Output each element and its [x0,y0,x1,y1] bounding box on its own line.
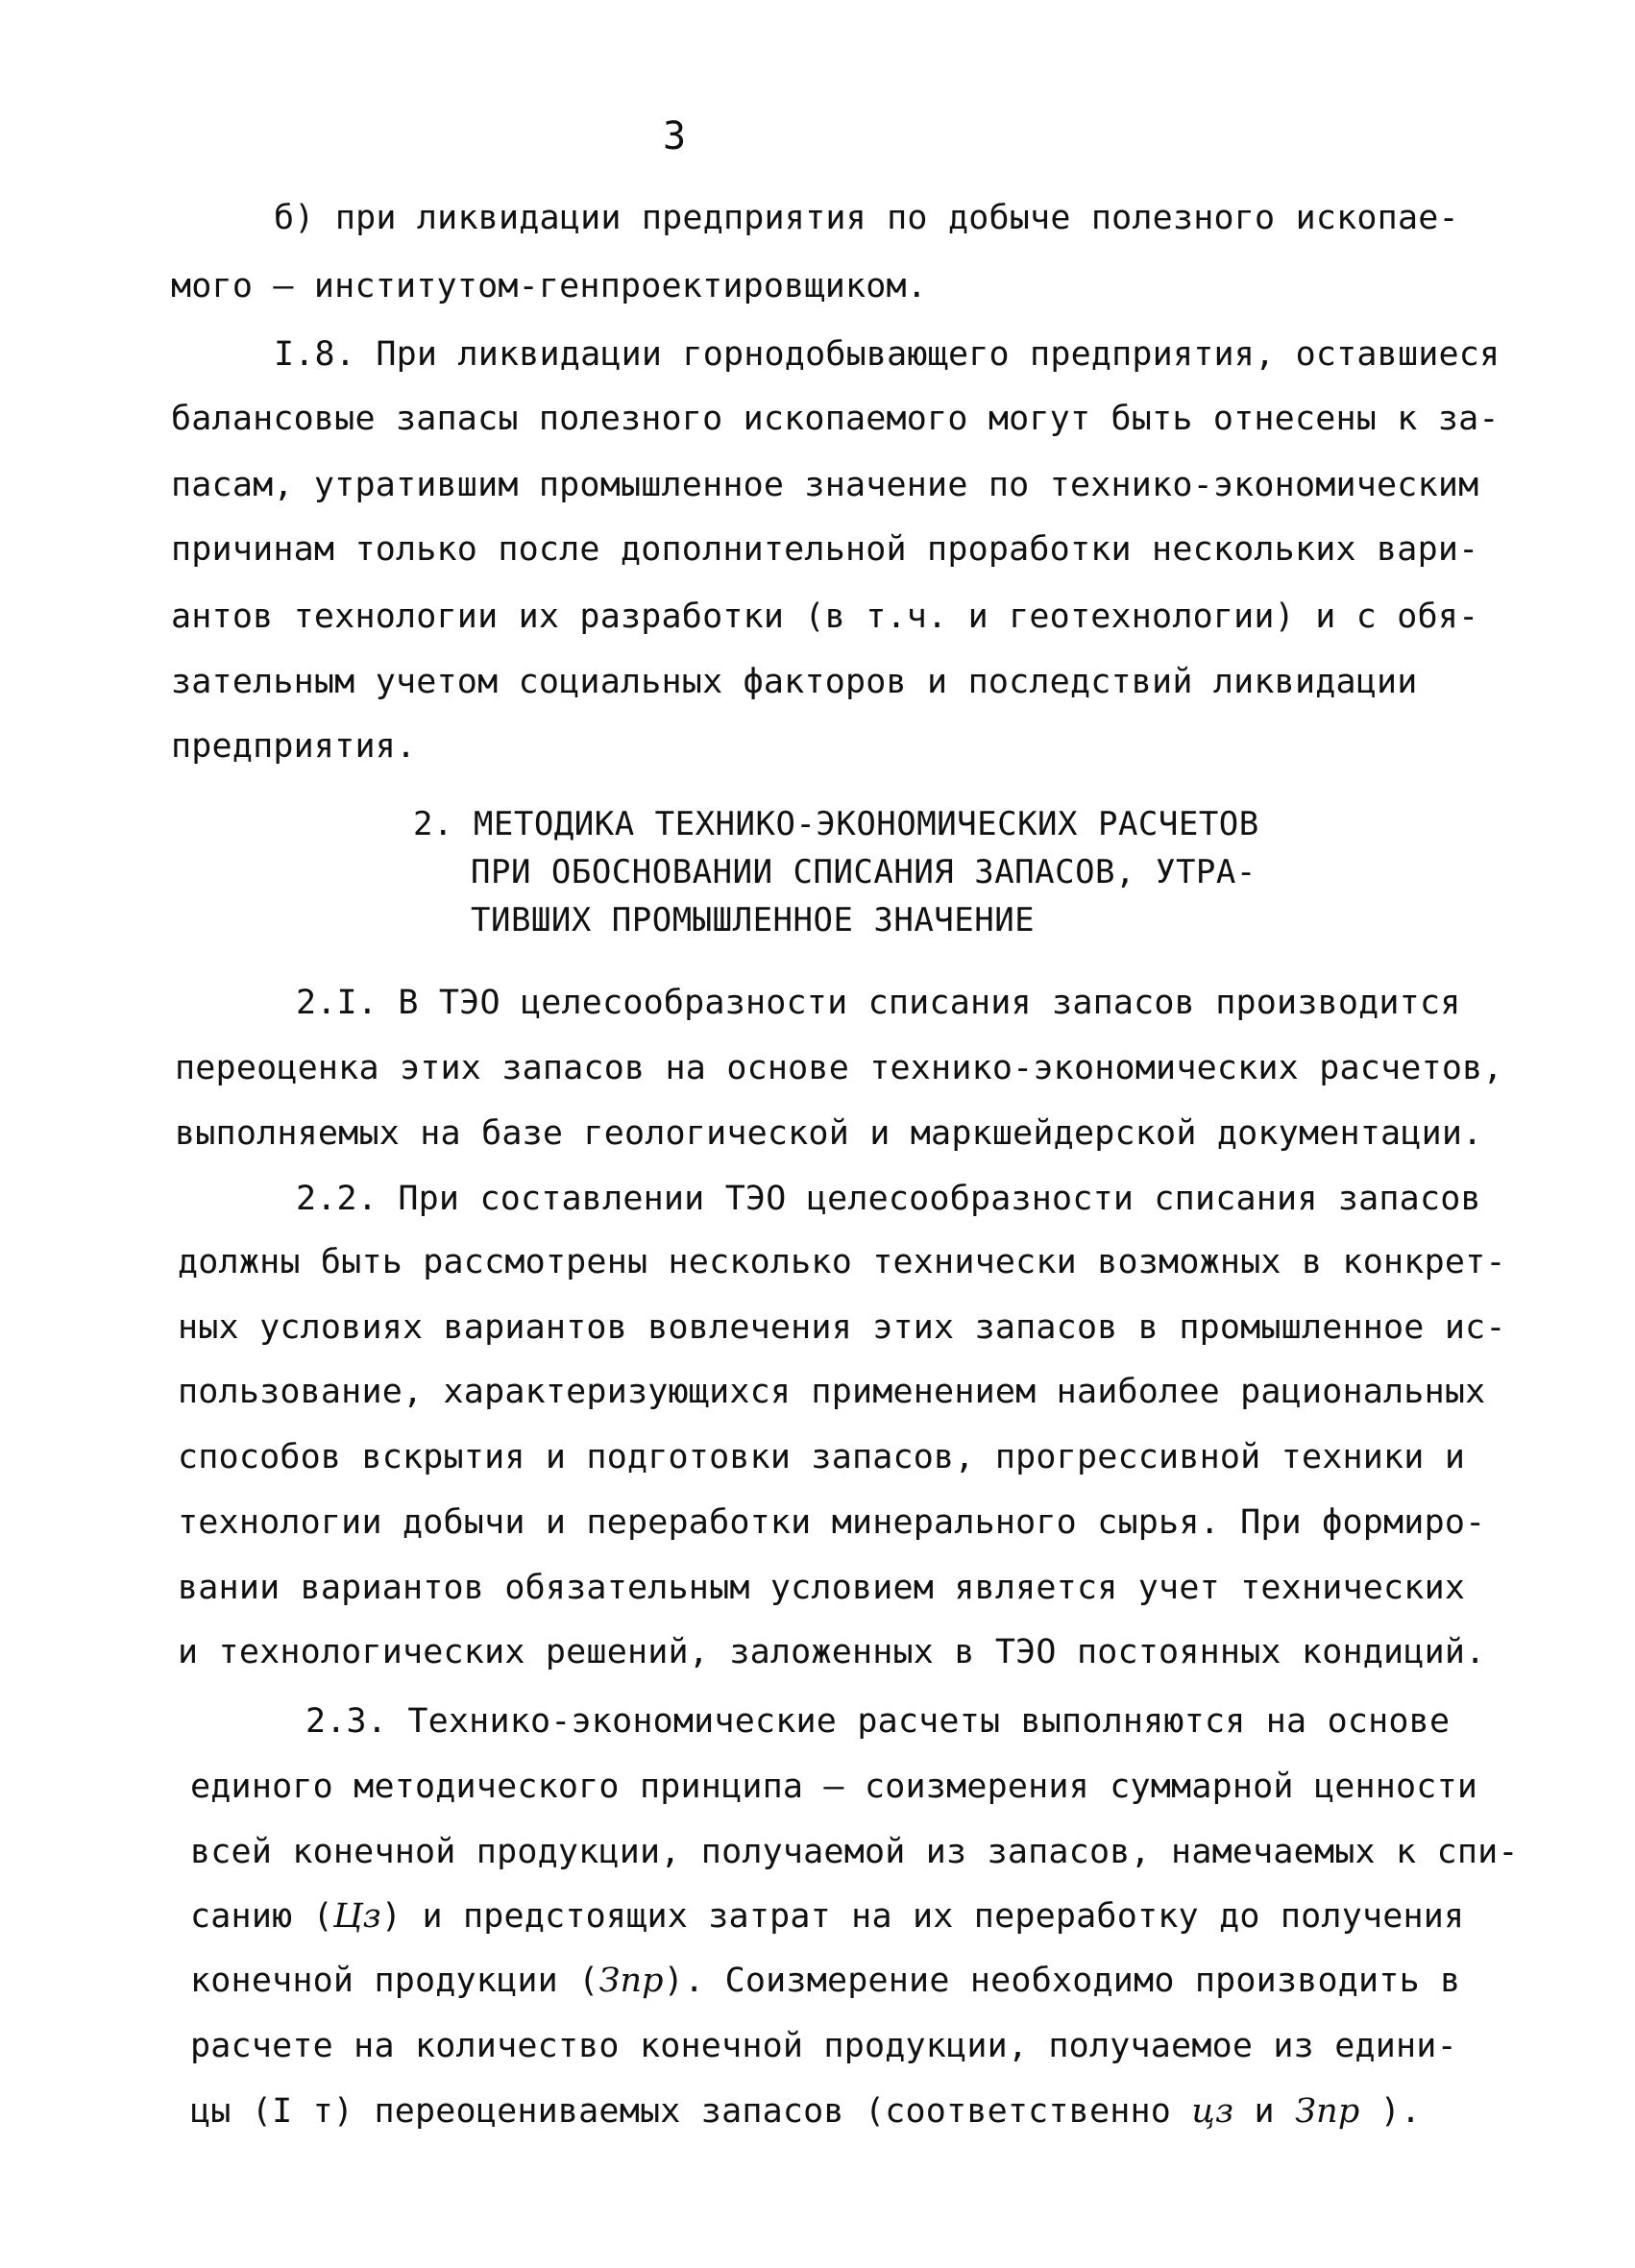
para-2-2-line-5: способов вскрытия и подготовки запасов, прогрессивной техники и [178,1438,1466,1476]
para-b-line-2: мого – институтом-генпроектировщиком. [171,267,928,305]
para-1-8-line-7: предприятия. [171,727,417,766]
para-2-2-line-7: вании вариантов обязательным условием является учет технических [178,1569,1466,1607]
para-2-2-line-1: 2.2. При составлении ТЭО целесообразности списания запасов [296,1180,1481,1218]
para-2-3-line-5 [190,1960,1460,2002]
para-2-2-line-4: пользование, характеризующихся применением наиболее рациональных [178,1373,1486,1411]
unit-costs-symbol: Зпр [1295,2092,1360,2131]
para-2-3-line-7-b: ). [1359,2092,1422,2131]
para-1-8-line-5: антов технологии их разработки (в т.ч. и геотехнологии) и с обя- [171,597,1479,636]
para-2-2-line-6: технологии добычи и переработки минерального сырья. При формиро- [178,1503,1486,1542]
para-2-3-line-7-a: цы (I т) переоцениваемых запасов (соответственно [190,2092,1192,2131]
para-2-3-line-4-a: санию ( [190,1897,333,1936]
value-of-reserves-symbol: Цз [332,1897,381,1936]
para-2-1-line-2: переоценка этих запасов на основе технико-экономических расчетов, [175,1049,1503,1087]
section-heading-line-2: ПРИ ОБОСНОВАНИИ СПИСАНИЯ ЗАПАСОВ, УТРА- [471,853,1257,891]
para-2-3-line-7 [190,2090,1421,2133]
processing-costs-symbol: Зпр [598,1962,664,2000]
para-2-3-line-7-mid: и [1233,2092,1296,2131]
para-2-3-line-6: расчете на количество конечной продукции, получаемое из едини- [190,2027,1457,2065]
para-1-8-line-2: балансовые запасы полезного ископаемого могут быть отнесены к за- [171,400,1500,438]
para-2-2-line-8: и технологических решений, заложенных в ТЭО постоянных кондиций. [178,1633,1486,1671]
para-b-line-1: б) при ликвидации предприятия по добыче полезного ископае- [274,199,1459,237]
para-1-8-line-1: I.8. При ликвидации горнодобывающего предприятия, оставшиеся [274,335,1501,374]
para-1-8-line-6: зательным учетом социальных факторов и последствий ликвидации [171,663,1418,701]
para-2-3-line-5-a: конечной продукции ( [190,1962,599,2000]
para-2-3-line-1: 2.3. Технико-экономические расчеты выполняются на основе [305,1702,1451,1741]
para-2-3-line-3: всей конечной продукции, получаемой из запасов, намечаемых к спи- [190,1833,1519,1871]
para-2-3-line-4 [190,1895,1464,1938]
para-2-2-line-2: должны быть рассмотрены несколько технически возможных в конкрет- [178,1243,1506,1281]
section-heading-line-1: 2. МЕТОДИКА ТЕХНИКО-ЭКОНОМИЧЕСКИХ РАСЧЕТОВ [413,805,1259,843]
para-2-1-line-3: выполняемых на базе геологической и маркшейдерской документации. [175,1114,1483,1153]
section-heading-line-3: ТИВШИХ ПРОМЫШЛЕННОЕ ЗНАЧЕНИЕ [471,901,1036,939]
para-2-3-line-2: единого методического принципа – соизмерения суммарной ценности [190,1768,1478,1806]
para-2-1-line-1: 2.I. В ТЭО целесообразности списания запасов производится [296,984,1461,1022]
unit-value-symbol: цз [1191,2092,1234,2131]
para-1-8-line-3: пасам, утратившим промышленное значение по технико-экономическим [171,466,1479,504]
para-2-2-line-3: ных условиях вариантов вовлечения этих запасов в промышленное ис- [178,1308,1506,1347]
para-2-3-line-5-b: ). Соизмерение необходимо производить в [663,1962,1461,2000]
para-2-3-line-4-b: ) и предстоящих затрат на их переработку до получения [380,1897,1465,1936]
para-1-8-line-4: причинам только после дополнительной проработки нескольких вари- [171,530,1479,569]
page-number: 3 [663,114,687,159]
